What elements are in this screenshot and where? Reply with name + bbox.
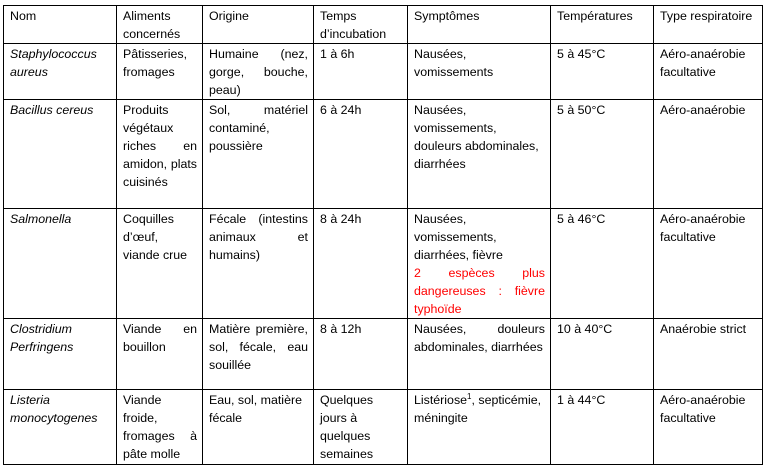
cell-origin: Humaine (nez, gorge, bouche, peau) (203, 44, 314, 100)
cell-name: Staphylococcus aureus (4, 44, 117, 100)
cell-temperatures: 5 à 46°C (551, 209, 654, 319)
cell-incubation: 8 à 12h (314, 319, 408, 390)
footnote-marker[interactable]: 1 (467, 392, 472, 401)
table-row (4, 100, 763, 209)
header-row (4, 6, 763, 44)
cell-origin: Eau, sol, matière fécale (203, 390, 314, 465)
cell-respiratory: Aéro-anaérobie facultative (654, 44, 763, 100)
cell-symptoms (408, 390, 551, 465)
cell-name: Salmonella (4, 209, 117, 319)
cell-temperatures: 5 à 50°C (551, 100, 654, 209)
cell-name: Bacillus cereus (4, 100, 117, 209)
cell-temperatures: 5 à 45°C (551, 44, 654, 100)
cell-symptoms (408, 209, 551, 319)
cell-origin: Matière première, sol, fécale, eau souillée (203, 319, 314, 390)
cell-origin: Sol, matériel contaminé, poussière (203, 100, 314, 209)
cell-name: Clostridium Perfringens (4, 319, 117, 390)
bacteria-table (3, 5, 763, 465)
header-name: Nom (4, 6, 117, 44)
header-respiratory: Type respiratoire (654, 6, 763, 44)
table-container (3, 5, 763, 465)
header-temperatures: Températures (551, 6, 654, 44)
cell-name: Listeria monocytogenes (4, 390, 117, 465)
cell-foods: Produits végétaux riches en amidon, plats cuisinés (117, 100, 203, 209)
cell-incubation: Quelques jours à quelques semaines (314, 390, 408, 465)
cell-temperatures: 1 à 44°C (551, 390, 654, 465)
cell-incubation: 8 à 24h (314, 209, 408, 319)
cell-respiratory: Aéro-anaérobie facultative (654, 209, 763, 319)
cell-respiratory: Aéro-anaérobie facultative (654, 390, 763, 465)
cell-foods: Viande en bouillon (117, 319, 203, 390)
table-row (4, 209, 763, 319)
cell-incubation: 1 à 6h (314, 44, 408, 100)
cell-foods: Viande froide, fromages à pâte molle (117, 390, 203, 465)
cell-symptoms: Nausées, vomissements, douleurs abdominales, diarrhées (408, 100, 551, 209)
cell-temperatures: 10 à 40°C (551, 319, 654, 390)
cell-symptoms: Nausées, douleurs abdominales, diarrhées (408, 319, 551, 390)
cell-symptoms: Nausées, vomissements (408, 44, 551, 100)
cell-respiratory: Aéro-anaérobie (654, 100, 763, 209)
table-row (4, 390, 763, 465)
header-foods: Aliments concernés (117, 6, 203, 44)
cell-foods: Pâtisseries, fromages (117, 44, 203, 100)
symptoms-warning-note: 2 espèces plus dangereuses : fièvre typhoïde (414, 266, 545, 316)
cell-foods: Coquilles d’œuf, viande crue (117, 209, 203, 319)
symptoms-text-rest: , septicémie, méningite (414, 393, 542, 425)
header-symptoms: Symptômes (408, 6, 551, 44)
header-incubation: Temps d’incubation (314, 6, 408, 44)
symptoms-text: Nausées, vomissements, diarrhées, fièvre (414, 212, 503, 262)
cell-incubation: 6 à 24h (314, 100, 408, 209)
table-row (4, 319, 763, 390)
table-row (4, 44, 763, 100)
cell-origin: Fécale (intestins animaux et humains) (203, 209, 314, 319)
cell-respiratory: Anaérobie strict (654, 319, 763, 390)
header-origin: Origine (203, 6, 314, 44)
symptoms-text: Listériose (414, 393, 468, 407)
